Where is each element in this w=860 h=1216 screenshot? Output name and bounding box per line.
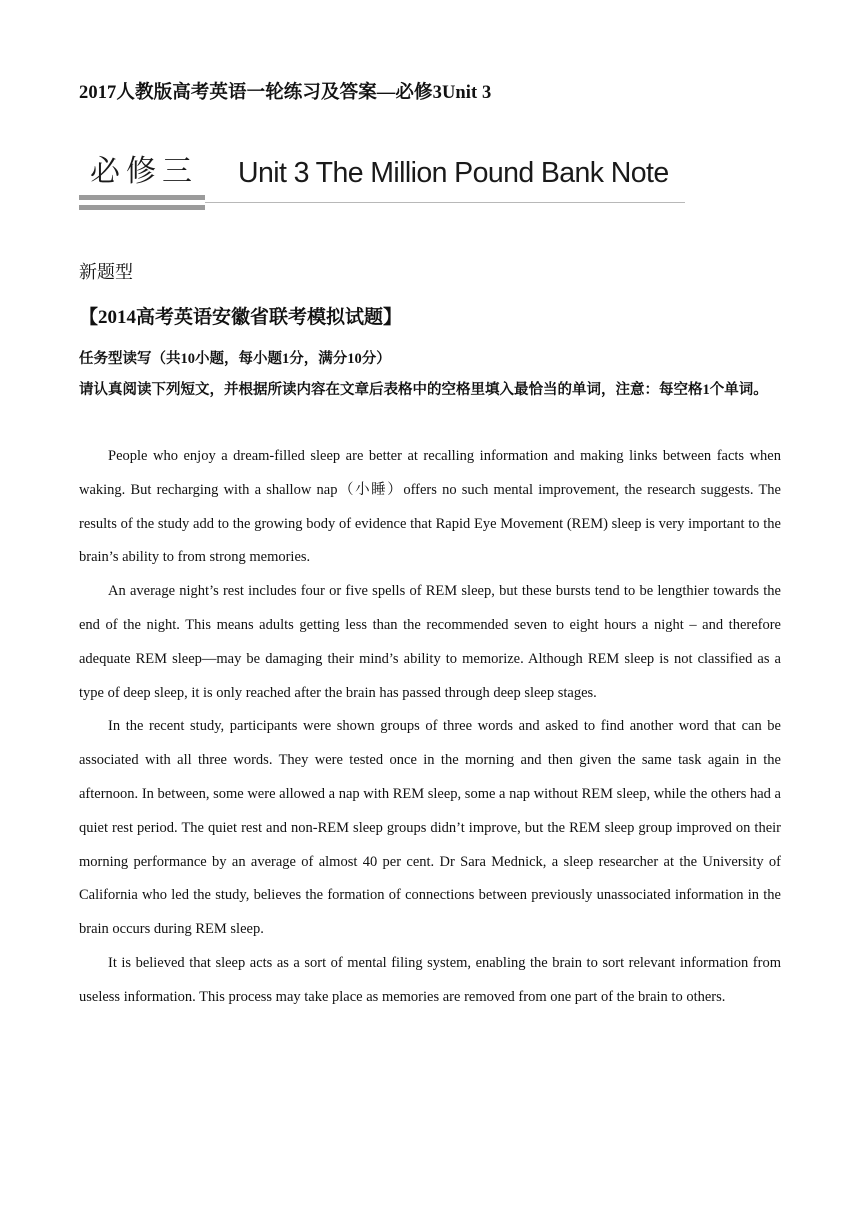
task-instructions: 请认真阅读下列短文，并根据所读内容在文章后表格中的空格里填入最恰当的单词，注意：每空格1个单词。 (79, 382, 768, 398)
unit-banner (79, 150, 685, 212)
section-heading: 新题型 (79, 262, 133, 282)
reading-passage (79, 440, 781, 1015)
banner-bar-bottom (79, 205, 205, 210)
exam-title: 【2014高考英语安徽省联考模拟试题】 (79, 307, 403, 328)
banner-divider-line (205, 202, 685, 203)
banner-english-title: Unit 3 The Million Pound Bank Note (238, 157, 669, 189)
passage-paragraph: An average night’s rest includes four or five spells of REM sleep, but these bursts tend to be lengthier towards the end of the night. This means adults getting less than the recommended seven to eight hours a night – and therefore adequate REM sleep—may be damaging their mind’s ability to memorize. Although REM sleep is not classified as a type of deep sleep, it is only reached after the brain has passed through deep sleep stages. (79, 583, 781, 701)
passage-paragraph: It is believed that sleep acts as a sort of mental filing system, enabling the brain to sort relevant information from useless information. This process may take place as memories are removed from one part of the brain to others. (79, 954, 781, 1005)
banner-bar-top (79, 195, 205, 200)
passage-paragraph: In the recent study, participants were shown groups of three words and asked to find another word that can be associated with all three words. They were tested once in the morning and then given the same task again in the afternoon. In between, some were allowed a nap with REM sleep, some a nap without REM sleep, while the others had a quiet rest period. The quiet rest and non-REM sleep groups didn’t improve, but the REM sleep group improved on their morning performance by an average of almost 40 per cent. Dr Sara Mednick, a sleep researcher at the University of California who led the study, believes the formation of connections between previously unassociated information in the brain occurs during REM sleep. (79, 718, 781, 938)
document-title: 2017人教版高考英语一轮练习及答案—必修3Unit 3 (79, 83, 492, 103)
passage-paragraph: People who enjoy a dream-filled sleep are better at recalling information and making links between facts when waking. But recharging with a shallow nap（小睡）offers no such mental improvement, the research suggests. The results of the study add to the growing body of evidence that Rapid Eye Movement (REM) sleep is very important to the brain’s ability to from strong memories. (79, 448, 781, 566)
task-title: 任务型读写（共10小题，每小题1分，满分10分） (79, 351, 391, 367)
banner-chinese-title: 必修三 (90, 154, 198, 189)
